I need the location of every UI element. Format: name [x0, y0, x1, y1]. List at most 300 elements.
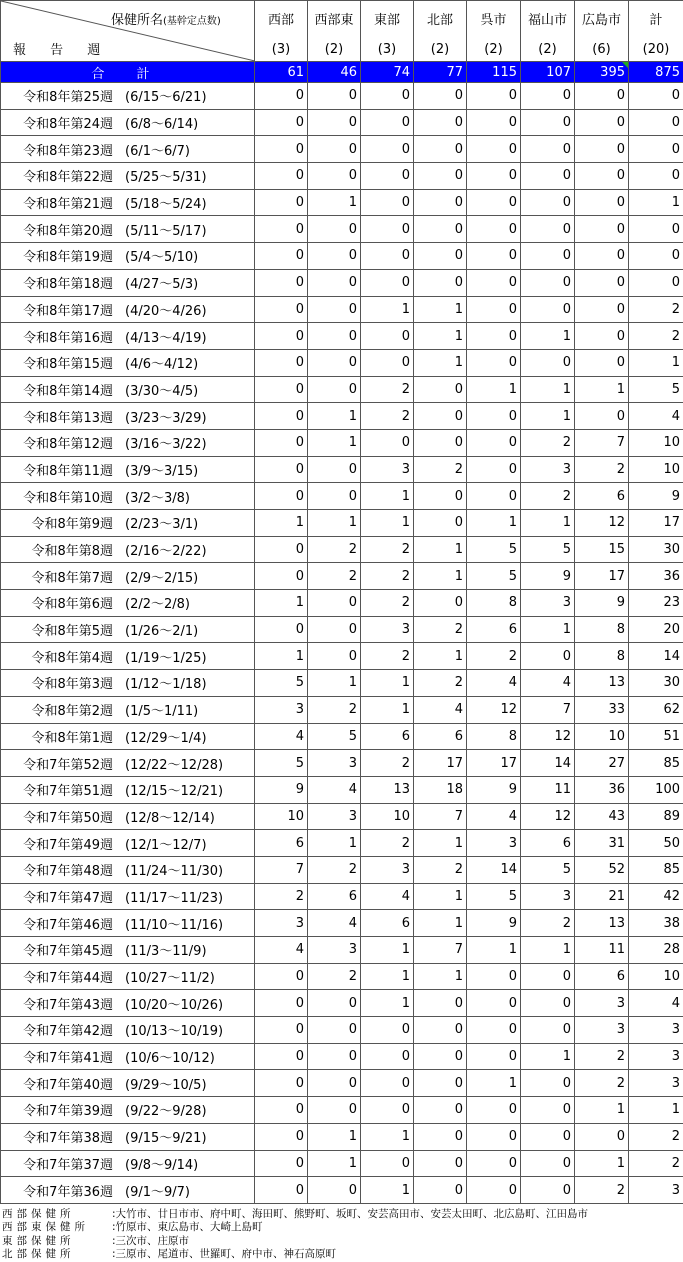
count-cell: 3: [255, 910, 308, 937]
week-cell: [1, 590, 255, 617]
count-cell: 17: [575, 563, 629, 590]
count-cell: 0: [308, 1097, 361, 1124]
count-cell: 2: [629, 296, 683, 323]
count-cell: 2: [361, 830, 414, 857]
count-cell: 0: [308, 296, 361, 323]
count-cell: 0: [255, 1070, 308, 1097]
count-cell: 3: [629, 1070, 683, 1097]
count-cell: 0: [575, 349, 629, 376]
week-cell: [1, 910, 255, 937]
week-cell: [1, 349, 255, 376]
week-label-text: 令和8年第6週: [1, 593, 113, 612]
date-range-text: (2/2～2/8): [113, 593, 190, 612]
count-cell: 3: [575, 990, 629, 1017]
count-cell: 0: [629, 109, 683, 136]
table-row: [1, 776, 683, 803]
count-cell: 3: [361, 856, 414, 883]
count-cell: 4: [467, 670, 521, 697]
count-cell: 1: [308, 670, 361, 697]
table-row: [1, 323, 683, 350]
week-label-text: 令和8年第9週: [1, 513, 113, 532]
count-cell: 8: [575, 616, 629, 643]
count-cell: 13: [575, 910, 629, 937]
count-cell: 1: [521, 376, 575, 403]
table-row: [1, 216, 683, 243]
count-cell: 0: [255, 323, 308, 350]
count-cell: 17: [467, 750, 521, 777]
footer-sep: :: [112, 1235, 116, 1247]
count-cell: 15: [575, 536, 629, 563]
count-cell: 0: [414, 216, 467, 243]
count-cell: 0: [414, 109, 467, 136]
count-cell: 0: [308, 616, 361, 643]
week-label-text: 令和7年第37週: [1, 1154, 113, 1173]
count-cell: 100: [629, 776, 683, 803]
week-label-text: 令和8年第19週: [1, 246, 113, 265]
count-cell: 0: [521, 296, 575, 323]
count-cell: 5: [255, 750, 308, 777]
count-cell: 0: [255, 563, 308, 590]
week-label-text: 令和7年第48週: [1, 860, 113, 879]
footer-line: [2, 1208, 683, 1222]
count-cell: 8: [575, 643, 629, 670]
count-cell: 7: [575, 429, 629, 456]
count-cell: 1: [255, 643, 308, 670]
count-cell: 0: [521, 963, 575, 990]
count-cell: 20: [629, 616, 683, 643]
count-cell: 3: [361, 616, 414, 643]
week-cell: [1, 776, 255, 803]
date-range-text: (12/1～12/7): [113, 834, 207, 853]
week-cell: [1, 856, 255, 883]
date-range-text: (6/1～6/7): [113, 140, 190, 159]
date-range-text: (1/12～1/18): [113, 673, 207, 692]
count-cell: 1: [414, 296, 467, 323]
count-cell: 0: [467, 83, 521, 110]
count-cell: 5: [467, 563, 521, 590]
count-cell: 6: [575, 963, 629, 990]
count-cell: 0: [467, 136, 521, 163]
week-label-text: 令和7年第50週: [1, 807, 113, 826]
date-range-text: (12/15～12/21): [113, 780, 223, 799]
count-cell: 12: [521, 723, 575, 750]
area-label: 保健所名(基幹定点数): [111, 9, 221, 28]
week-label-text: 令和8年第24週: [1, 113, 113, 132]
count-cell: 50: [629, 830, 683, 857]
footer-text: 三次市、庄原市: [116, 1235, 190, 1247]
count-cell: 0: [521, 109, 575, 136]
count-cell: 3: [521, 590, 575, 617]
count-cell: 0: [255, 990, 308, 1017]
count-cell: 2: [308, 963, 361, 990]
count-cell: 0: [308, 216, 361, 243]
count-cell: 0: [467, 990, 521, 1017]
count-cell: 6: [255, 830, 308, 857]
count-cell: 28: [629, 937, 683, 964]
count-cell: 0: [575, 403, 629, 430]
week-label-text: 令和8年第3週: [1, 673, 113, 692]
date-range-text: (9/29～10/5): [113, 1074, 207, 1093]
count-cell: 18: [414, 776, 467, 803]
count-cell: 0: [467, 109, 521, 136]
count-cell: 3: [467, 830, 521, 857]
count-cell: 2: [308, 563, 361, 590]
count-cell: 14: [467, 856, 521, 883]
table-row: [1, 1017, 683, 1044]
count-cell: 4: [255, 723, 308, 750]
header-corner-cell: [1, 1, 255, 62]
table-row: [1, 990, 683, 1017]
table-row: [1, 723, 683, 750]
week-cell: [1, 1097, 255, 1124]
date-range-text: (5/25～5/31): [113, 166, 207, 185]
count-cell: 1: [521, 403, 575, 430]
table-row: [1, 937, 683, 964]
count-cell: 0: [521, 269, 575, 296]
count-cell: 0: [467, 483, 521, 510]
week-cell: [1, 1017, 255, 1044]
count-cell: 0: [255, 483, 308, 510]
date-range-text: (11/10～11/16): [113, 914, 223, 933]
count-cell: 0: [521, 1123, 575, 1150]
count-cell: 10: [629, 429, 683, 456]
count-cell: 1: [629, 349, 683, 376]
date-range-text: (9/22～9/28): [113, 1100, 207, 1119]
count-cell: 2: [308, 696, 361, 723]
count-cell: 9: [575, 590, 629, 617]
count-cell: 0: [629, 269, 683, 296]
week-label: 報 告 週: [13, 39, 110, 58]
table-row: [1, 1123, 683, 1150]
week-cell: [1, 1123, 255, 1150]
count-cell: 10: [629, 963, 683, 990]
date-range-text: (9/8～9/14): [113, 1154, 198, 1173]
week-cell: [1, 990, 255, 1017]
count-cell: 0: [467, 1123, 521, 1150]
week-label-text: 令和8年第1週: [1, 727, 113, 746]
count-cell: 5: [467, 536, 521, 563]
count-cell: 0: [255, 136, 308, 163]
week-label-text: 令和8年第17週: [1, 300, 113, 319]
week-label-text: 令和8年第15週: [1, 353, 113, 372]
table-row: [1, 643, 683, 670]
date-range-text: (1/26～2/1): [113, 620, 198, 639]
count-cell: 0: [308, 109, 361, 136]
count-cell: 1: [361, 1177, 414, 1204]
footer-sep: :: [112, 1221, 116, 1233]
count-cell: 1: [308, 429, 361, 456]
count-cell: 0: [255, 1177, 308, 1204]
count-cell: 0: [629, 136, 683, 163]
count-cell: 2: [414, 670, 467, 697]
count-cell: 2: [575, 1070, 629, 1097]
count-cell: 1: [521, 323, 575, 350]
count-cell: 12: [575, 510, 629, 537]
date-range-text: (4/6～4/12): [113, 353, 198, 372]
count-cell: 0: [467, 1097, 521, 1124]
count-cell: 5: [255, 670, 308, 697]
week-cell: [1, 536, 255, 563]
count-cell: 0: [575, 216, 629, 243]
count-cell: 17: [414, 750, 467, 777]
count-cell: 0: [467, 1017, 521, 1044]
week-label-text: 令和7年第42週: [1, 1020, 113, 1039]
table-row: [1, 883, 683, 910]
week-label-text: 令和8年第22週: [1, 166, 113, 185]
count-cell: 0: [308, 376, 361, 403]
count-cell: 3: [629, 1017, 683, 1044]
count-cell: 9: [467, 776, 521, 803]
week-cell: [1, 136, 255, 163]
count-cell: 0: [521, 1017, 575, 1044]
week-label-text: 令和7年第46週: [1, 914, 113, 933]
week-label-text: 令和7年第38週: [1, 1127, 113, 1146]
count-cell: 42: [629, 883, 683, 910]
count-cell: 0: [255, 429, 308, 456]
week-cell: [1, 83, 255, 110]
count-cell: 0: [521, 1177, 575, 1204]
count-cell: 5: [629, 376, 683, 403]
table-row: [1, 243, 683, 270]
count-cell: 0: [414, 1017, 467, 1044]
count-cell: 0: [414, 1070, 467, 1097]
table-row: [1, 163, 683, 190]
count-cell: 0: [255, 243, 308, 270]
week-cell: [1, 670, 255, 697]
count-cell: 0: [521, 83, 575, 110]
count-cell: 0: [467, 349, 521, 376]
count-cell: 9: [255, 776, 308, 803]
count-cell: 2: [255, 883, 308, 910]
count-cell: 1: [361, 670, 414, 697]
count-cell: 0: [255, 216, 308, 243]
date-range-text: (2/16～2/22): [113, 540, 207, 559]
count-cell: 1: [361, 696, 414, 723]
table-row: [1, 590, 683, 617]
count-cell: 1: [414, 323, 467, 350]
count-cell: 1: [467, 1070, 521, 1097]
date-range-text: (11/3～11/9): [113, 940, 207, 959]
count-cell: 0: [255, 83, 308, 110]
week-cell: [1, 376, 255, 403]
count-cell: 0: [308, 1177, 361, 1204]
count-cell: 1: [414, 910, 467, 937]
date-range-text: (4/27～5/3): [113, 273, 198, 292]
date-range-text: (9/15～9/21): [113, 1127, 207, 1146]
week-label-text: 令和8年第8週: [1, 540, 113, 559]
date-range-text: (4/20～4/26): [113, 300, 207, 319]
table-row: [1, 376, 683, 403]
count-cell: 2: [414, 856, 467, 883]
table-row: [1, 349, 683, 376]
count-cell: 0: [255, 269, 308, 296]
count-cell: 13: [575, 670, 629, 697]
count-cell: 1: [629, 189, 683, 216]
count-cell: 3: [308, 803, 361, 830]
count-cell: 0: [414, 1150, 467, 1177]
count-cell: 2: [521, 429, 575, 456]
count-cell: 0: [308, 136, 361, 163]
week-label-text: 令和8年第13週: [1, 407, 113, 426]
count-cell: 1: [255, 590, 308, 617]
week-label-text: 令和8年第4週: [1, 647, 113, 666]
table-row: [1, 1070, 683, 1097]
count-cell: 0: [575, 323, 629, 350]
date-range-text: (4/13～4/19): [113, 327, 207, 346]
footer-key: 北部保健所: [2, 1248, 112, 1262]
week-cell: [1, 510, 255, 537]
count-cell: 10: [629, 456, 683, 483]
table-row: [1, 269, 683, 296]
week-label-text: 令和7年第47週: [1, 887, 113, 906]
date-range-text: (5/18～5/24): [113, 193, 207, 212]
count-cell: 1: [575, 1150, 629, 1177]
count-cell: 0: [467, 296, 521, 323]
footer-line: [2, 1221, 683, 1235]
count-cell: 1: [467, 376, 521, 403]
count-cell: 1: [361, 990, 414, 1017]
count-cell: 0: [414, 429, 467, 456]
date-range-text: (12/22～12/28): [113, 754, 223, 773]
count-cell: 6: [308, 883, 361, 910]
week-cell: [1, 750, 255, 777]
count-cell: 0: [361, 243, 414, 270]
table-row: [1, 483, 683, 510]
count-cell: 2: [361, 563, 414, 590]
count-cell: 1: [575, 376, 629, 403]
count-cell: 0: [629, 216, 683, 243]
count-cell: 1: [414, 830, 467, 857]
date-range-text: (12/8～12/14): [113, 807, 215, 826]
table-row: [1, 189, 683, 216]
count-cell: 2: [414, 616, 467, 643]
footer-text: 三原市、尾道市、世羅町、府中市、神石高原町: [116, 1248, 337, 1260]
count-cell: 1: [308, 510, 361, 537]
count-cell: 0: [255, 616, 308, 643]
week-cell: [1, 803, 255, 830]
count-cell: 4: [521, 670, 575, 697]
count-cell: 0: [629, 83, 683, 110]
date-range-text: (12/29～1/4): [113, 727, 207, 746]
count-cell: 3: [521, 883, 575, 910]
table-row: [1, 456, 683, 483]
week-label-text: 令和7年第44週: [1, 967, 113, 986]
count-cell: 31: [575, 830, 629, 857]
week-label-text: 令和8年第11週: [1, 460, 113, 479]
date-range-text: (1/5～1/11): [113, 700, 198, 719]
count-cell: 0: [255, 1043, 308, 1070]
count-cell: 4: [308, 776, 361, 803]
count-cell: 0: [414, 376, 467, 403]
date-range-text: (10/13～10/19): [113, 1020, 223, 1039]
count-cell: 0: [467, 189, 521, 216]
count-cell: 0: [414, 269, 467, 296]
count-cell: 30: [629, 670, 683, 697]
count-cell: 7: [521, 696, 575, 723]
count-cell: 0: [361, 136, 414, 163]
count-cell: 0: [414, 483, 467, 510]
count-cell: 0: [361, 189, 414, 216]
week-cell: [1, 323, 255, 350]
table-row: [1, 563, 683, 590]
count-cell: 3: [521, 456, 575, 483]
week-cell: [1, 883, 255, 910]
count-cell: 0: [308, 349, 361, 376]
count-cell: 0: [414, 83, 467, 110]
count-cell: 36: [575, 776, 629, 803]
count-cell: 6: [521, 830, 575, 857]
count-cell: 9: [629, 483, 683, 510]
count-cell: 0: [521, 990, 575, 1017]
week-label-text: 令和8年第5週: [1, 620, 113, 639]
total-cell: 46: [308, 62, 361, 83]
week-cell: [1, 1070, 255, 1097]
count-cell: 0: [467, 963, 521, 990]
count-cell: 3: [575, 1017, 629, 1044]
total-cell: 395: [575, 62, 629, 83]
count-cell: 10: [575, 723, 629, 750]
week-label-text: 令和7年第36週: [1, 1181, 113, 1200]
count-cell: 1: [467, 510, 521, 537]
week-label-text: 令和7年第51週: [1, 780, 113, 799]
count-cell: 1: [575, 1097, 629, 1124]
count-cell: 0: [361, 1097, 414, 1124]
count-cell: 0: [521, 1150, 575, 1177]
table-row: [1, 510, 683, 537]
count-cell: 0: [308, 590, 361, 617]
count-cell: 1: [414, 563, 467, 590]
count-cell: 89: [629, 803, 683, 830]
week-label-text: 令和8年第7週: [1, 567, 113, 586]
count-cell: 1: [308, 1150, 361, 1177]
week-label-text: 令和7年第49週: [1, 834, 113, 853]
week-cell: [1, 216, 255, 243]
date-range-text: (10/6～10/12): [113, 1047, 215, 1066]
count-cell: 8: [467, 590, 521, 617]
count-cell: 0: [414, 1097, 467, 1124]
count-cell: 4: [308, 910, 361, 937]
count-cell: 0: [575, 109, 629, 136]
count-cell: 1: [521, 510, 575, 537]
count-cell: 0: [414, 136, 467, 163]
week-cell: [1, 163, 255, 190]
footer-key: 西部東保健所: [2, 1221, 112, 1235]
table-row: [1, 963, 683, 990]
count-cell: 2: [521, 910, 575, 937]
count-cell: 0: [308, 1043, 361, 1070]
week-cell: [1, 830, 255, 857]
table-row: [1, 429, 683, 456]
footer-sep: :: [112, 1248, 116, 1260]
count-cell: 2: [361, 376, 414, 403]
count-cell: 11: [575, 937, 629, 964]
footer-text: 竹原市、東広島市、大崎上島町: [116, 1221, 263, 1233]
date-range-text: (2/23～3/1): [113, 513, 198, 532]
count-cell: 0: [361, 109, 414, 136]
count-cell: 0: [467, 163, 521, 190]
count-cell: 2: [521, 483, 575, 510]
count-cell: 14: [629, 643, 683, 670]
count-cell: 0: [467, 269, 521, 296]
footer-text: 大竹市、廿日市市、府中町、海田町、熊野町、坂町、安芸高田市、安芸太田町、北広島町、江田島市: [116, 1208, 589, 1220]
district-header: 福山市 (2): [521, 1, 575, 62]
count-cell: 2: [629, 323, 683, 350]
count-cell: 0: [255, 1097, 308, 1124]
count-cell: 2: [361, 536, 414, 563]
count-cell: 14: [521, 750, 575, 777]
count-cell: 9: [467, 910, 521, 937]
district-header: 北部 (2): [414, 1, 467, 62]
